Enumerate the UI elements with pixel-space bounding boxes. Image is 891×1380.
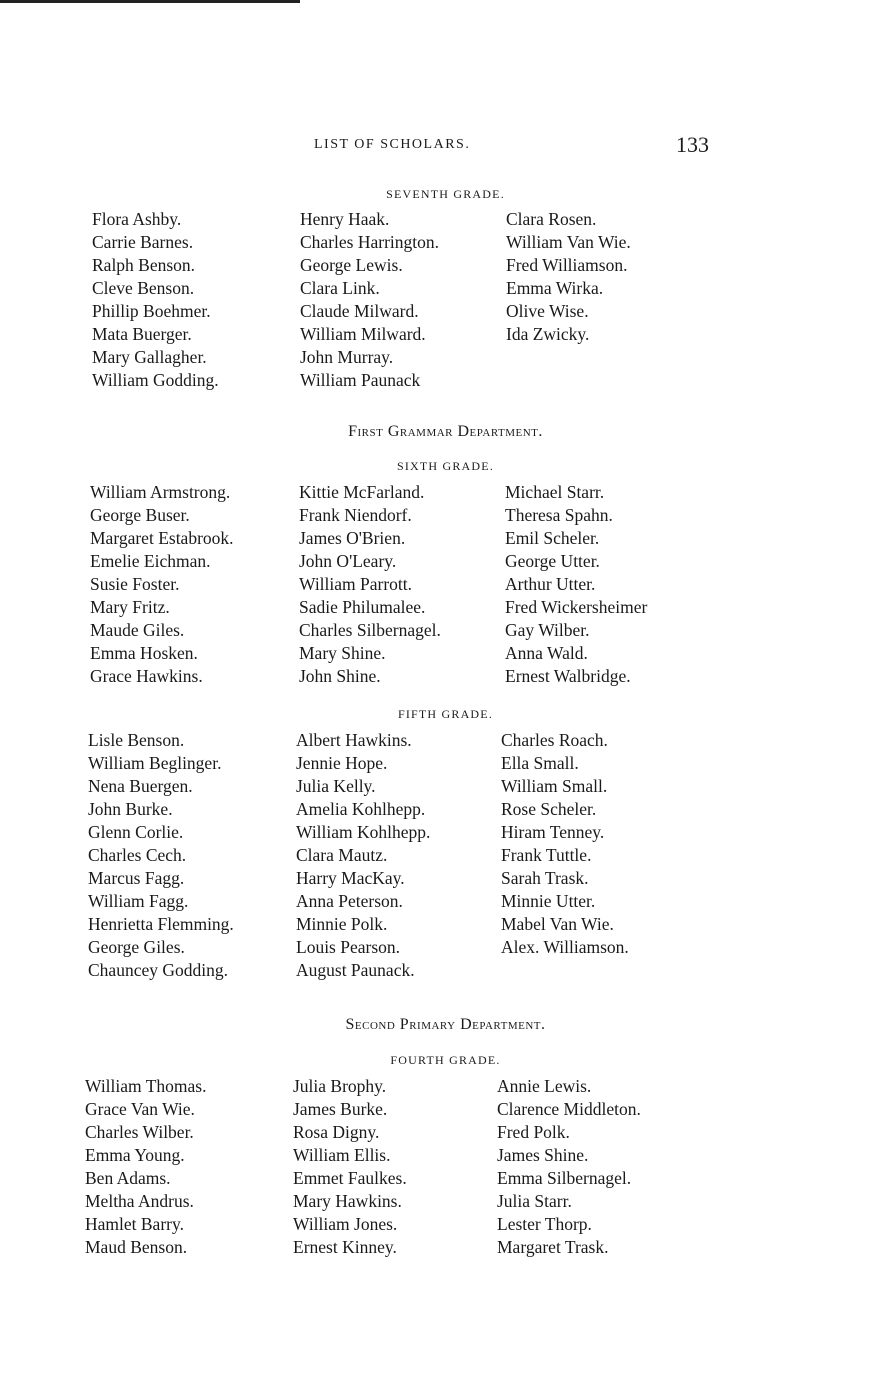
scholar-name: Gay Wilber.	[505, 620, 590, 640]
scholar-name: Julia Starr.	[497, 1191, 572, 1211]
scholar-name: Lester Thorp.	[497, 1214, 592, 1234]
scholar-name: Sadie Philumalee.	[299, 597, 426, 617]
scholar-name: Fred Williamson.	[506, 255, 628, 275]
scholar-name: George Lewis.	[300, 255, 403, 275]
scholar-name: Flora Ashby.	[92, 209, 182, 229]
name-column	[296, 729, 430, 982]
scholar-name: Nena Buergen.	[88, 776, 193, 796]
scholar-name: Ella Small.	[501, 753, 579, 773]
scholar-name: Mary Shine.	[299, 643, 386, 663]
scholar-name: August Paunack.	[296, 960, 415, 980]
scholar-name: William Parrott.	[299, 574, 413, 594]
scholar-name: Glenn Corlie.	[88, 822, 184, 842]
scholar-name: Jennie Hope.	[296, 753, 388, 773]
scholar-name: Julia Kelly.	[296, 776, 376, 796]
scholar-name: George Utter.	[505, 551, 600, 571]
scholar-name: Ernest Kinney.	[293, 1237, 397, 1257]
scholar-name: Clara Rosen.	[506, 209, 597, 229]
scholar-name: Theresa Spahn.	[505, 505, 613, 525]
scholar-name: Henry Haak.	[300, 209, 390, 229]
scholar-name: Minnie Polk.	[296, 914, 388, 934]
scholar-name: William Godding.	[92, 370, 219, 390]
scholar-name: John Burke.	[88, 799, 173, 819]
scholar-name: George Buser.	[90, 505, 190, 525]
scholar-name: Arthur Utter.	[505, 574, 596, 594]
scholar-name: James Shine.	[497, 1145, 589, 1165]
name-column	[92, 208, 219, 392]
scholar-name: Emil Scheler.	[505, 528, 600, 548]
scholar-name: Charles Silbernagel.	[299, 620, 441, 640]
department-heading-first-grammar: First Grammar Department.	[348, 423, 543, 440]
running-header	[0, 132, 891, 162]
scholar-name: John Shine.	[299, 666, 381, 686]
scholar-name: Rosa Digny.	[293, 1122, 380, 1142]
scholar-name: Michael Starr.	[505, 482, 605, 502]
scholar-name: Margaret Trask.	[497, 1237, 609, 1257]
scholar-name: Susie Foster.	[90, 574, 180, 594]
scholar-name: Cleve Benson.	[92, 278, 195, 298]
scholar-name: Maud Benson.	[85, 1237, 188, 1257]
scholar-name: John O'Leary.	[299, 551, 397, 571]
scholar-name: William Jones.	[293, 1214, 398, 1234]
scholar-name: Rose Scheler.	[501, 799, 597, 819]
scholar-name: Phillip Boehmer.	[92, 301, 211, 321]
name-column	[88, 729, 234, 982]
scholar-name: Alex. Williamson.	[501, 937, 629, 957]
scholar-name: Marcus Fagg.	[88, 868, 185, 888]
scholar-name: William Thomas.	[85, 1076, 207, 1096]
scholar-name: Ben Adams.	[85, 1168, 171, 1188]
scholar-name: Mata Buerger.	[92, 324, 192, 344]
scholar-name: Frank Niendorf.	[299, 505, 412, 525]
scholar-name: Minnie Utter.	[501, 891, 596, 911]
scholar-name: William Armstrong.	[90, 482, 231, 502]
scholar-name: Lisle Benson.	[88, 730, 185, 750]
scholar-name: Emma Young.	[85, 1145, 185, 1165]
scholar-name: Fred Polk.	[497, 1122, 570, 1142]
scholar-name: Grace Hawkins.	[90, 666, 203, 686]
scholar-name: John Murray.	[300, 347, 394, 367]
scholar-name: Julia Brophy.	[293, 1076, 387, 1096]
scholar-name: Emma Silbernagel.	[497, 1168, 632, 1188]
page-title: LIST OF SCHOLARS.	[314, 137, 471, 152]
scholar-name: Olive Wise.	[506, 301, 589, 321]
scholar-name: Hiram Tenney.	[501, 822, 605, 842]
scholar-name: Clara Mautz.	[296, 845, 388, 865]
scholar-name: Anna Wald.	[505, 643, 588, 663]
scholar-name: Grace Van Wie.	[85, 1099, 195, 1119]
scholar-name: Amelia Kohlhepp.	[296, 799, 426, 819]
scholar-name: Sarah Trask.	[501, 868, 589, 888]
scholar-name: Mary Hawkins.	[293, 1191, 402, 1211]
scholar-name: Meltha Andrus.	[85, 1191, 194, 1211]
scholar-name: Louis Pearson.	[296, 937, 401, 957]
scholar-name: William Kohlhepp.	[296, 822, 431, 842]
name-column	[497, 1075, 641, 1259]
scholar-name: William Small.	[501, 776, 608, 796]
scholar-name: William Paunack	[300, 370, 421, 390]
name-column	[299, 481, 441, 688]
department-heading-second-primary: Second Primary Department.	[345, 1016, 546, 1033]
grade-heading-seventh: SEVENTH GRADE.	[386, 187, 505, 201]
scholar-name: Carrie Barnes.	[92, 232, 194, 252]
scholar-name: Charles Harrington.	[300, 232, 439, 252]
scholar-name: Henrietta Flemming.	[88, 914, 234, 934]
scholar-name: Chauncey Godding.	[88, 960, 228, 980]
grade-heading-fourth: FOURTH GRADE.	[390, 1053, 501, 1067]
scholar-name: Fred Wickersheimer	[505, 597, 648, 617]
scholar-name: Ralph Benson.	[92, 255, 196, 275]
name-column	[506, 208, 631, 346]
scholar-name: William Milward.	[300, 324, 426, 344]
scholar-name: William Fagg.	[88, 891, 189, 911]
scholar-name: Charles Cech.	[88, 845, 187, 865]
name-column	[505, 481, 647, 688]
scholar-name: Emmet Faulkes.	[293, 1168, 407, 1188]
scholar-name: Albert Hawkins.	[296, 730, 412, 750]
scholar-name: Charles Wilber.	[85, 1122, 194, 1142]
scholar-name: William Van Wie.	[506, 232, 631, 252]
scholar-name: Kittie McFarland.	[299, 482, 425, 502]
page-number: 133	[676, 132, 709, 157]
scholar-name: James Burke.	[293, 1099, 388, 1119]
scholar-name: Mabel Van Wie.	[501, 914, 614, 934]
scholar-name: Annie Lewis.	[497, 1076, 592, 1096]
scholar-name: Mary Gallagher.	[92, 347, 207, 367]
name-column	[293, 1075, 407, 1259]
scholar-name: James O'Brien.	[299, 528, 406, 548]
scholar-name: William Ellis.	[293, 1145, 391, 1165]
scholar-name: Claude Milward.	[300, 301, 419, 321]
scholar-name: Maude Giles.	[90, 620, 185, 640]
name-column	[90, 481, 234, 688]
scholar-name: Ida Zwicky.	[506, 324, 590, 344]
scholar-name: Mary Fritz.	[90, 597, 170, 617]
name-column	[300, 208, 439, 392]
page-top-rule	[0, 0, 300, 3]
scholar-name: Clarence Middleton.	[497, 1099, 641, 1119]
scholar-name: Emma Hosken.	[90, 643, 198, 663]
scholar-name: George Giles.	[88, 937, 185, 957]
scholar-name: Frank Tuttle.	[501, 845, 592, 865]
grade-heading-fifth: FIFTH GRADE.	[397, 707, 494, 721]
scholar-name: Emma Wirka.	[506, 278, 604, 298]
scholar-name: Charles Roach.	[501, 730, 608, 750]
name-column	[501, 729, 629, 959]
scholar-name: Clara Link.	[300, 278, 380, 298]
scholar-name: Margaret Estabrook.	[90, 528, 234, 548]
scholar-name: William Beglinger.	[88, 753, 222, 773]
name-column	[85, 1075, 206, 1259]
scholar-name: Ernest Walbridge.	[505, 666, 631, 686]
scholar-name: Anna Peterson.	[296, 891, 403, 911]
scholar-name: Emelie Eichman.	[90, 551, 211, 571]
grade-heading-sixth: SIXTH GRADE.	[396, 459, 495, 473]
scholar-name: Harry MacKay.	[296, 868, 405, 888]
scholar-name: Hamlet Barry.	[85, 1214, 184, 1234]
